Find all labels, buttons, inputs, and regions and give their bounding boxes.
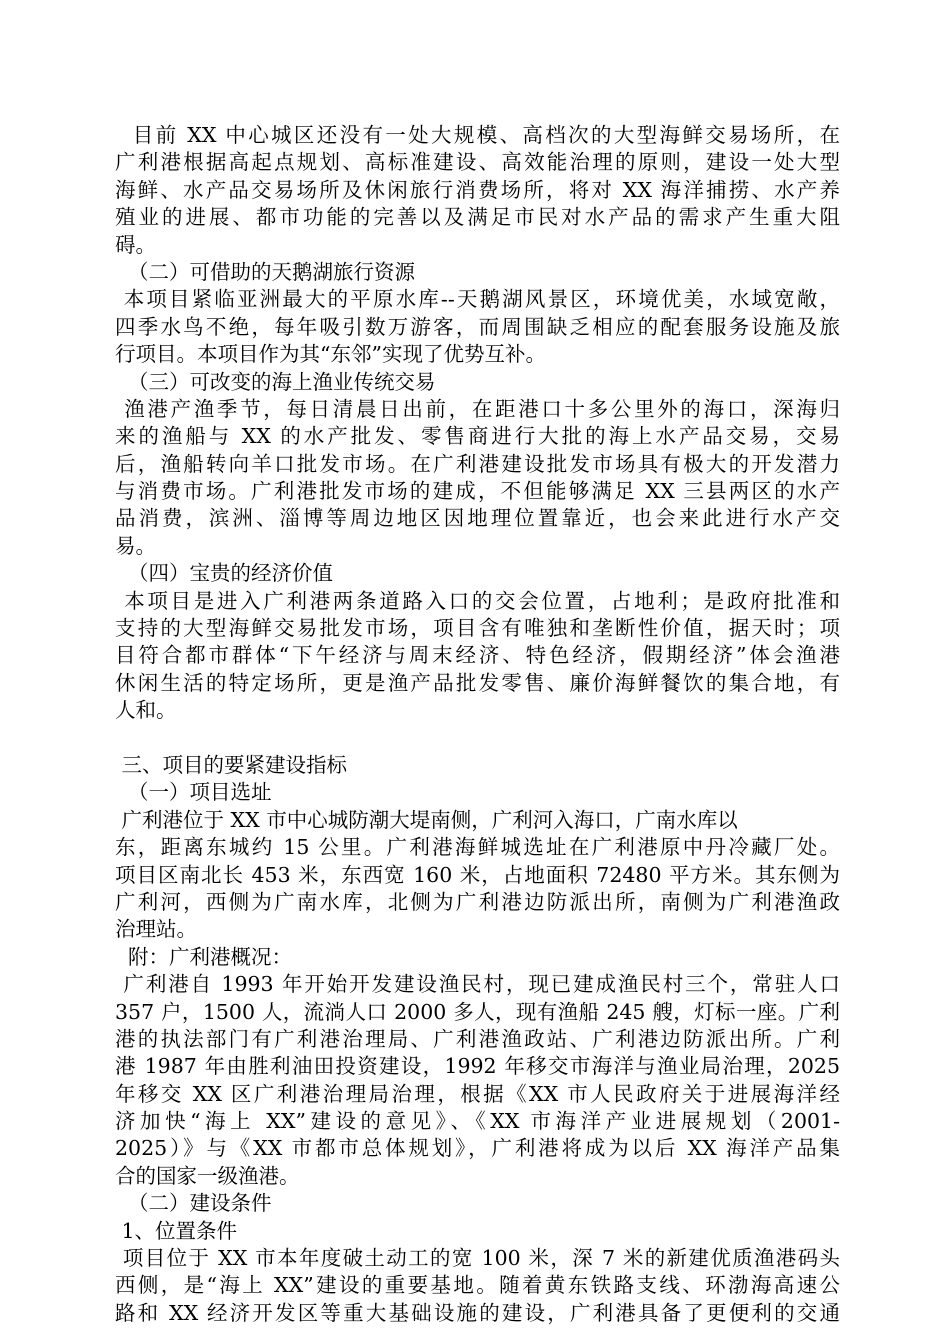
text-line: 本项目是进入广利港两条道路入口的交会位置，占地利；是政府批准和 bbox=[115, 588, 840, 613]
text-line: （二）建设条件 bbox=[115, 1191, 272, 1216]
text-line: 治理站。 bbox=[115, 917, 197, 942]
paragraph bbox=[115, 122, 840, 259]
text-line: 与消费市场。广利港批发市场的建成，不但能够满足 XX 三县两区的水产 bbox=[115, 479, 840, 504]
text-line: 港 1987 年由胜利油田投资建设，1992 年移交市海洋与渔业局治理，2025 bbox=[115, 1054, 840, 1079]
text-line: 年移交 XX 区广利港治理局治理，根据《XX 市人民政府关于进展海洋经 bbox=[115, 1081, 840, 1106]
text-line: 碍。 bbox=[115, 232, 156, 257]
text-line: 1、位置条件 bbox=[115, 1218, 238, 1243]
text-line: （一）项目选址 bbox=[115, 780, 272, 805]
text-line: 广利港根据高起点规划、高标准建设、高效能治理的原则，建设一处大型 bbox=[115, 150, 840, 175]
text-line: （二）可借助的天鹅湖旅行资源 bbox=[115, 259, 416, 284]
text-line: （三）可改变的海上渔业传统交易 bbox=[115, 369, 436, 394]
text-line: 附：广利港概况： bbox=[115, 944, 293, 969]
text-line: 广利河，西侧为广南水库，北侧为广利港边防派出所，南侧为广利港渔政 bbox=[115, 889, 840, 914]
text-line: 目前 XX 中心城区还没有一处大规模、高档次的大型海鲜交易场所，在 bbox=[115, 123, 840, 147]
section-heading bbox=[115, 1190, 840, 1217]
text-line: 渔港产渔季节，每日清晨日出前，在距港口十多公里外的海口，深海归 bbox=[115, 396, 840, 421]
text-line: 西侧，是“海上 XX”建设的重要基地。随着黄东铁路支线、环渤海高速公 bbox=[115, 1273, 840, 1298]
text-line: 广利港自 1993 年开始开发建设渔民村，现已建成渔民村三个，常驻人口 bbox=[115, 972, 840, 997]
text-line: 来的渔船与 XX 的水产批发、零售商进行大批的海上水产品交易，交易 bbox=[115, 424, 840, 449]
text-line: 人和。 bbox=[115, 698, 177, 723]
text-line: 357 户，1500 人，流淌人口 2000 多人，现有渔船 245 艘，灯标一座。广利 bbox=[115, 999, 840, 1024]
paragraph bbox=[115, 588, 840, 725]
text-line: 项目区南北长 453 米，东西宽 160 米，占地面积 72480 平方米。其东侧为 bbox=[115, 862, 840, 887]
text-line: 本项目紧临亚洲最大的平原水库--天鹅湖风景区，环境优美，水域宽敞， bbox=[115, 287, 840, 312]
text-line: 易。 bbox=[115, 533, 156, 558]
text-line: 济加快“海上 XX”建设的意见》、《XX 市海洋产业进展规划（2001- bbox=[115, 1109, 840, 1134]
paragraph bbox=[115, 1245, 840, 1327]
text-line: 行项目。本项目作为其“东邻”实现了优势互补。 bbox=[115, 342, 546, 367]
paragraph bbox=[115, 971, 840, 1190]
text-line: 目符合都市群体“下午经济与周末经济、特色经济，假期经济”体会渔港 bbox=[115, 643, 840, 668]
section-heading bbox=[115, 1218, 840, 1245]
paragraph bbox=[115, 286, 840, 368]
text-line: 后，渔船转向羊口批发市场。在广利港建设批发市场具有极大的开发潜力 bbox=[115, 451, 840, 476]
text-line: 合的国家一级渔港。 bbox=[115, 1163, 300, 1188]
text-line: 四季水鸟不绝，每年吸引数万游客，而周围缺乏相应的配套服务设施及旅 bbox=[115, 314, 840, 339]
text-line: 广利港位于 XX 市中心城防潮大堤南侧，广利河入海口，广南水库以 bbox=[115, 807, 738, 832]
text-line: 殖业的进展、都市功能的完善以及满足市民对水产品的需求产生重大阻 bbox=[115, 205, 840, 230]
text-line: （四）宝贵的经济价值 bbox=[115, 561, 334, 586]
paragraph bbox=[115, 807, 840, 944]
section-heading bbox=[115, 752, 840, 779]
text-line: 支持的大型海鲜交易批发市场，项目含有唯独和垄断性价值，据天时；项 bbox=[115, 616, 840, 641]
text-line: 品消费，滨洲、淄博等周边地区因地理位置靠近，也会来此进行水产交 bbox=[115, 506, 840, 531]
section-heading bbox=[115, 369, 840, 396]
section-heading bbox=[115, 944, 840, 971]
section-heading bbox=[115, 779, 840, 806]
text-line: 休闲生活的特定场所，更是渔产品批发零售、廉价海鲜餐饮的集合地，有 bbox=[115, 670, 840, 695]
text-line: 路和 XX 经济开发区等重大基础设施的建设，广利港具备了更便利的交通 bbox=[115, 1300, 840, 1325]
blank-line bbox=[115, 725, 840, 752]
section-heading bbox=[115, 560, 840, 587]
text-line: 三、项目的要紧建设指标 bbox=[115, 752, 348, 777]
text-line: 项目位于 XX 市本年度破土动工的宽 100 米，深 7 米的新建优质渔港码头 bbox=[115, 1246, 840, 1271]
text-line: 东，距离东城约 15 公里。广利港海鲜城选址在广利港原中丹冷藏厂处。 bbox=[115, 835, 840, 860]
paragraph bbox=[115, 396, 840, 560]
document-page bbox=[115, 122, 840, 1327]
text-line: 海鲜、水产品交易场所及休闲旅行消费场所，将对 XX 海洋捕捞、水产养 bbox=[115, 177, 840, 202]
section-heading bbox=[115, 259, 840, 286]
text-line: 2025）》与《XX 市都市总体规划》，广利港将成为以后 XX 海洋产品集 bbox=[115, 1136, 840, 1161]
text-line: 港的执法部门有广利港治理局、广利港渔政站、广利港边防派出所。广利 bbox=[115, 1026, 840, 1051]
